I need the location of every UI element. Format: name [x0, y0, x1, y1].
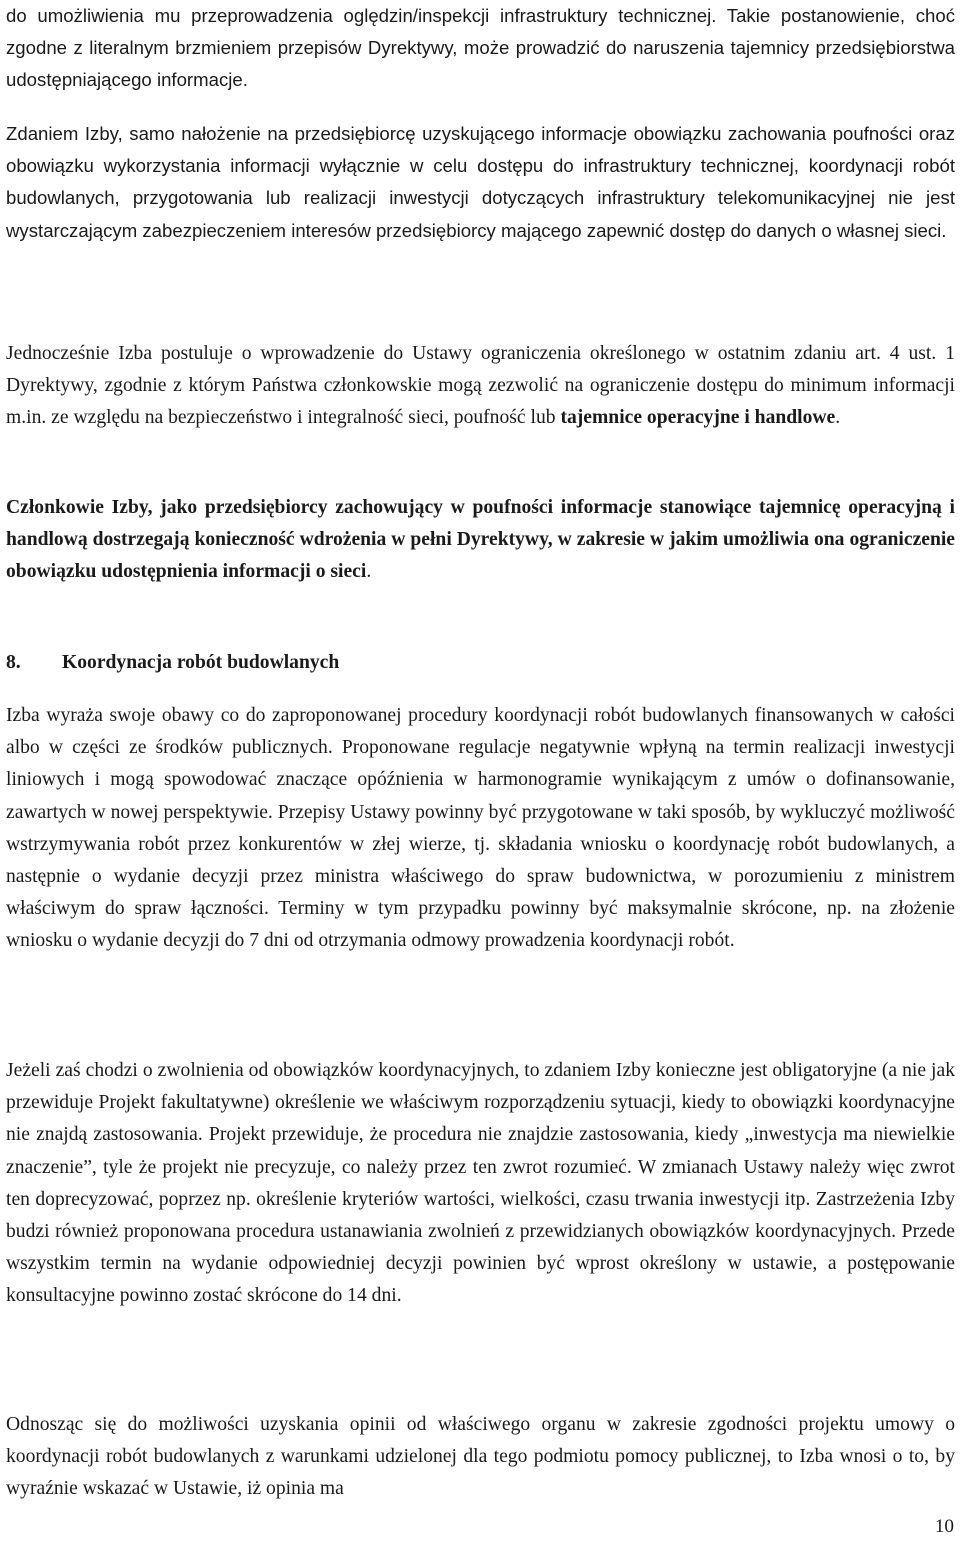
- paragraph-postulate-text: Jednocześnie Izba postuluje o wprowadzenie do Ustawy ograniczenia określonego w ostatnim zdaniu art. 4 ust. 1 Dyrektywy, zgodnie z którym Państwa członkowskie mogą zezwolić na ograniczenie dostępu do minimum informacji m.in. ze względu na bezpieczeństwo i integralność sieci, poufność lub: [6, 343, 955, 429]
- paragraph-postulate: [6, 338, 955, 435]
- paragraph-izba-opinion: Zdaniem Izby, samo nałożenie na przedsiębiorcę uzyskującego informacje obowiązku zachowania poufności oraz obowiązku wykorzystania informacji wyłącznie w celu dostępu do infrastruktury technicznej, koordynacji robót budowlanych, przygotowania lub realizacji inwestycji dotyczących infrastruktury telekomunikacyjnej nie jest wystarczającym zabezpieczeniem interesów przedsiębiorcy mającego zapewnić dostęp do danych o własnej sieci.: [6, 123, 955, 241]
- section-title: Koordynacja robót budowlanych: [62, 652, 340, 673]
- section-number: 8.: [6, 652, 21, 673]
- paragraph-postulate-bold: tajemnice operacyjne i handlowe: [560, 407, 836, 429]
- paragraph-postulate-end: .: [835, 407, 841, 429]
- paragraph-opinion-request: Odnosząc się do możliwości uzyskania opinii od właściwego organu w zakresie zgodności projektu umowy o koordynacji robót budowlanych z warunkami udzielonej dla tego podmiotu pomocy publicznej, to Izba wnosi o to, by wyraźnie wskazać w Ustawie, iż opinia ma: [6, 1414, 955, 1500]
- paragraph-exemptions: Jeżeli zaś chodzi o zwolnienia od obowiązków koordynacyjnych, to zdaniem Izby konieczne jest obligatoryjne (a nie jak przewiduje Projekt fakultatywne) określenie we właściwym rozporządzeniu sytuacji, kiedy to obowiązki koordynacyjne nie znajdą zastosowania. Projekt przewiduje, że procedura nie znajdzie zastosowania, kiedy „inwestycja ma niewielkie znaczenie”, tyle że projekt nie precyzuje, co należy przez ten zwrot rozumieć. W zmianach Ustawy należy więc zwrot ten doprecyzować, poprzez np. określenie kryteriów wartości, wielkości, czasu trwania inwestycji itp. Zastrzeżenia Izby budzi również proponowana procedura ustanawiania zwolnień z przewidzianych obowiązków koordynacyjnych. Przede wszystkim termin na wydanie odpowiedniej decyzji powinien być wprost określony w ustawie, a postępowanie konsultacyjne powinno zostać skrócone do 14 dni.: [6, 1060, 955, 1307]
- paragraph-members-end: .: [366, 561, 372, 583]
- paragraph-coordination-concerns: Izba wyraża swoje obawy co do zaproponowanej procedury koordynacji robót budowlanych finansowanych w całości albo w części ze środków publicznych. Proponowane regulacje negatywnie wpłyną na termin realizacji inwestycji liniowych i mogą spowodować znaczące opóźnienia w harmonogramie wynikającym z umów o dofinansowanie, zawartych w nowej perspektywie. Przepisy Ustawy powinny być przygotowane w taki sposób, by wykluczyć możliwość wstrzymywania robót przez konkurentów w złej wierze, tj. składania wniosku o koordynację robót budowlanych, a następnie o wydanie decyzji przez ministra właściwego do spraw budownictwa, w porozumieniu z ministrem właściwym do spraw łączności. Terminy w tym przypadku powinny być maksymalnie skrócone, np. na złożenie wniosku o wydanie decyzji do 7 dni od otrzymania odmowy prowadzenia koordynacji robót.: [6, 705, 955, 952]
- paragraph-members-bold: Członkowie Izby, jako przedsiębiorcy zachowujący w poufności informacje stanowiące tajemnicę operacyjną i handlową dostrzegają konieczność wdrożenia w pełni Dyrektywy, w zakresie w jakim umożliwia ona ograniczenie obowiązku udostępnienia informacji o sieci: [6, 497, 955, 583]
- paragraph-members-statement: [6, 492, 955, 589]
- paragraph-continuation: do umożliwienia mu przeprowadzenia oględzin/inspekcji infrastruktury technicznej. Takie postanowienie, choć zgodne z literalnym brzmieniem przepisów Dyrektywy, może prowadzić do naruszenia tajemnicy przedsiębiorstwa udostępniającego informacje.: [6, 5, 955, 91]
- page-number: 10: [934, 1516, 954, 1537]
- section-heading: [6, 647, 339, 679]
